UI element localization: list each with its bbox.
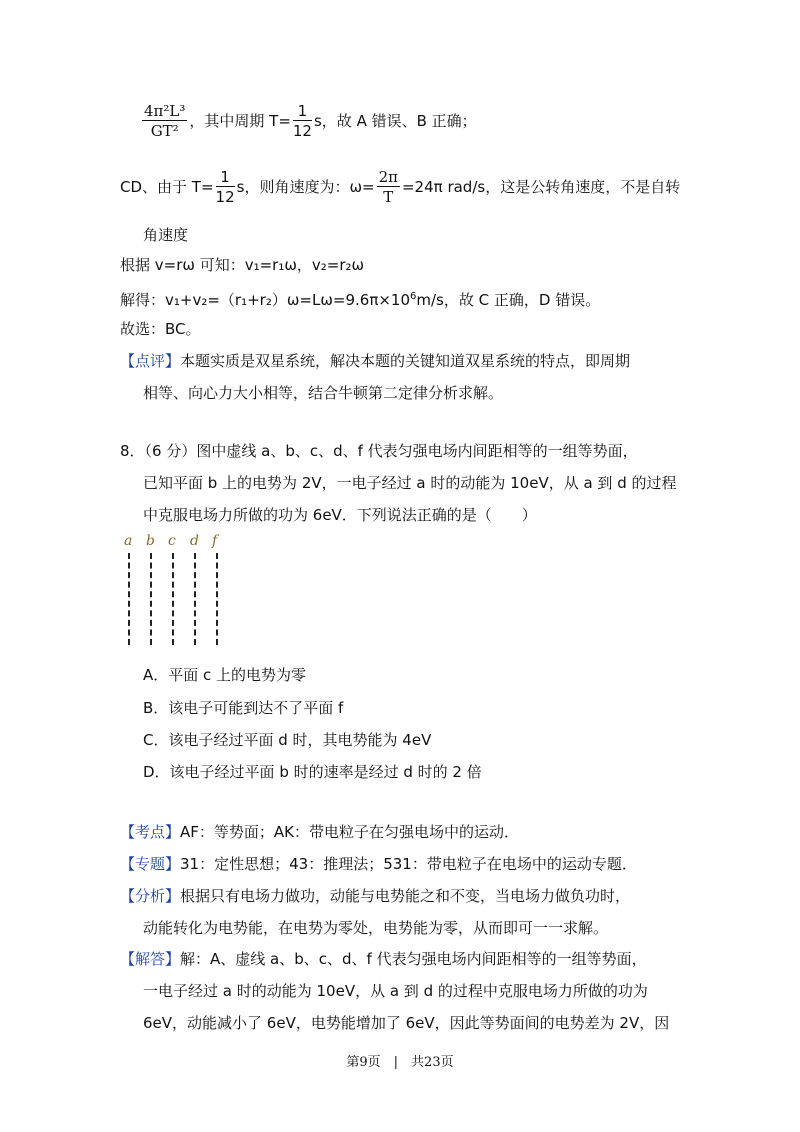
- comment-line-2: 相等、向心力大小相等，结合牛顿第二定律分析求解。: [143, 384, 504, 402]
- jieda-tag: 【解答】: [120, 950, 181, 968]
- fenxi-line-1: [120, 885, 630, 907]
- fraction-denominator: 12: [292, 122, 312, 140]
- jieda-line-3: 6eV，动能减小了 6eV，电势能增加了 6eV，因此等势面间的电势差为 2V，因: [143, 1014, 670, 1032]
- period-T-fraction: [293, 102, 312, 141]
- fraction-denominator: GT²: [150, 122, 179, 140]
- zhuanti-line: [120, 853, 637, 875]
- fraction-numerator: 1: [293, 102, 312, 121]
- plane-label-c: c: [168, 533, 176, 549]
- fenxi-line-2: 动能转化为电势能，在电势为零处，电势能为零，从而即可一一求解。: [143, 919, 609, 937]
- option-d: D．该电子经过平面 b 时的速率是经过 d 时的 2 倍: [143, 763, 482, 781]
- plane-line-a: [128, 553, 130, 645]
- jieda-text-1: 解：A、虚线 a、b、c、d、f 代表匀强电场内间距相等的一组等势面，: [180, 950, 647, 968]
- relation-line: 根据 v=rω 可知：v₁=r₁ω，v₂=r₂ω: [120, 256, 365, 274]
- comment-line-1: [120, 350, 630, 372]
- plane-label-a: a: [124, 533, 133, 549]
- kaodian-text: AF：等势面；AK：带电粒子在匀强电场中的运动．: [180, 823, 520, 841]
- fenxi-text-1: 根据只有电场力做功，动能与电势能之和不变，当电场力做负功时，: [180, 887, 631, 905]
- cd-suffix: =24π rad/s，这是公转角速度，不是自转: [401, 178, 681, 196]
- period-text: ，其中周期 T=: [189, 112, 291, 130]
- cd-T-fraction: [216, 168, 235, 207]
- option-b: B．该电子可能到达不了平面 f: [143, 699, 344, 717]
- question-line-2: 已知平面 b 上的电势为 2V，一电子经过 a 时的动能为 10eV，从 a 到 d 的过程: [143, 474, 677, 492]
- comment-text-1: 本题实质是双星系统，解决本题的关键知道双星系统的特点，即周期: [180, 352, 631, 370]
- solve-text-a: 解得：v₁+v₂=（r₁+r₂）ω=Lω=9.6π×10: [120, 291, 411, 309]
- plane-line-c: [172, 553, 174, 645]
- plane-line-b: [150, 553, 152, 645]
- plane-line-d: [194, 553, 196, 645]
- page-footer: 第9页 | 共23页: [346, 1055, 454, 1070]
- solve-text-b: m/s，故 C 正确，D 错误。: [416, 291, 601, 309]
- period-formula-fraction: [142, 102, 187, 141]
- fraction-denominator: 12: [215, 188, 235, 206]
- plane-label-b: b: [146, 533, 155, 549]
- option-a: A．平面 c 上的电势为零: [143, 666, 307, 684]
- equipotential-planes-figure: [118, 533, 228, 648]
- option-c: C．该电子经过平面 d 时，其电势能为 4eV: [143, 731, 432, 749]
- jieda-line-2: 一电子经过 a 时的动能为 10eV，从 a 到 d 的过程中克服电场力所做的功为: [143, 982, 648, 1000]
- solve-exponent: 6: [410, 291, 417, 302]
- question-line-1: 8．（6 分）图中虚线 a、b、c、d、f 代表匀强电场内间距相等的一组等势面，: [120, 442, 638, 460]
- cd-continuation: 角速度: [143, 226, 189, 244]
- cd-mid: s，则角速度为：ω=: [236, 178, 375, 196]
- kaodian-tag: 【考点】: [120, 823, 181, 841]
- cd-line: [120, 168, 680, 207]
- plane-line-f: [216, 553, 218, 645]
- kaodian-line: [120, 821, 519, 843]
- fraction-numerator: 4π²L³: [144, 102, 186, 120]
- cd-omega-fraction: [377, 168, 400, 207]
- period-conclusion: s，故 A 错误、B 正确；: [313, 112, 477, 130]
- fraction-numerator: 2π: [378, 168, 398, 186]
- zhuanti-tag: 【专题】: [120, 855, 181, 873]
- comment-tag: 【点评】: [120, 352, 181, 370]
- fraction-numerator: 1: [216, 168, 235, 187]
- jieda-line-1: [120, 948, 647, 970]
- fenxi-tag: 【分析】: [120, 887, 181, 905]
- solve-line: [120, 286, 600, 311]
- zhuanti-text: 31：定性思想；43：推理法；531：带电粒子在电场中的运动专题．: [180, 855, 637, 873]
- fraction-denominator: T: [383, 188, 394, 206]
- plane-label-f: f: [212, 533, 218, 549]
- period-formula-line: [140, 102, 477, 141]
- cd-prefix: CD、由于 T=: [120, 178, 214, 196]
- question-line-3: 中克服电场力所做的功为 6eV．下列说法正确的是（ ）: [143, 506, 537, 524]
- plane-label-d: d: [190, 533, 199, 549]
- answer-line: 故选：BC。: [120, 320, 201, 338]
